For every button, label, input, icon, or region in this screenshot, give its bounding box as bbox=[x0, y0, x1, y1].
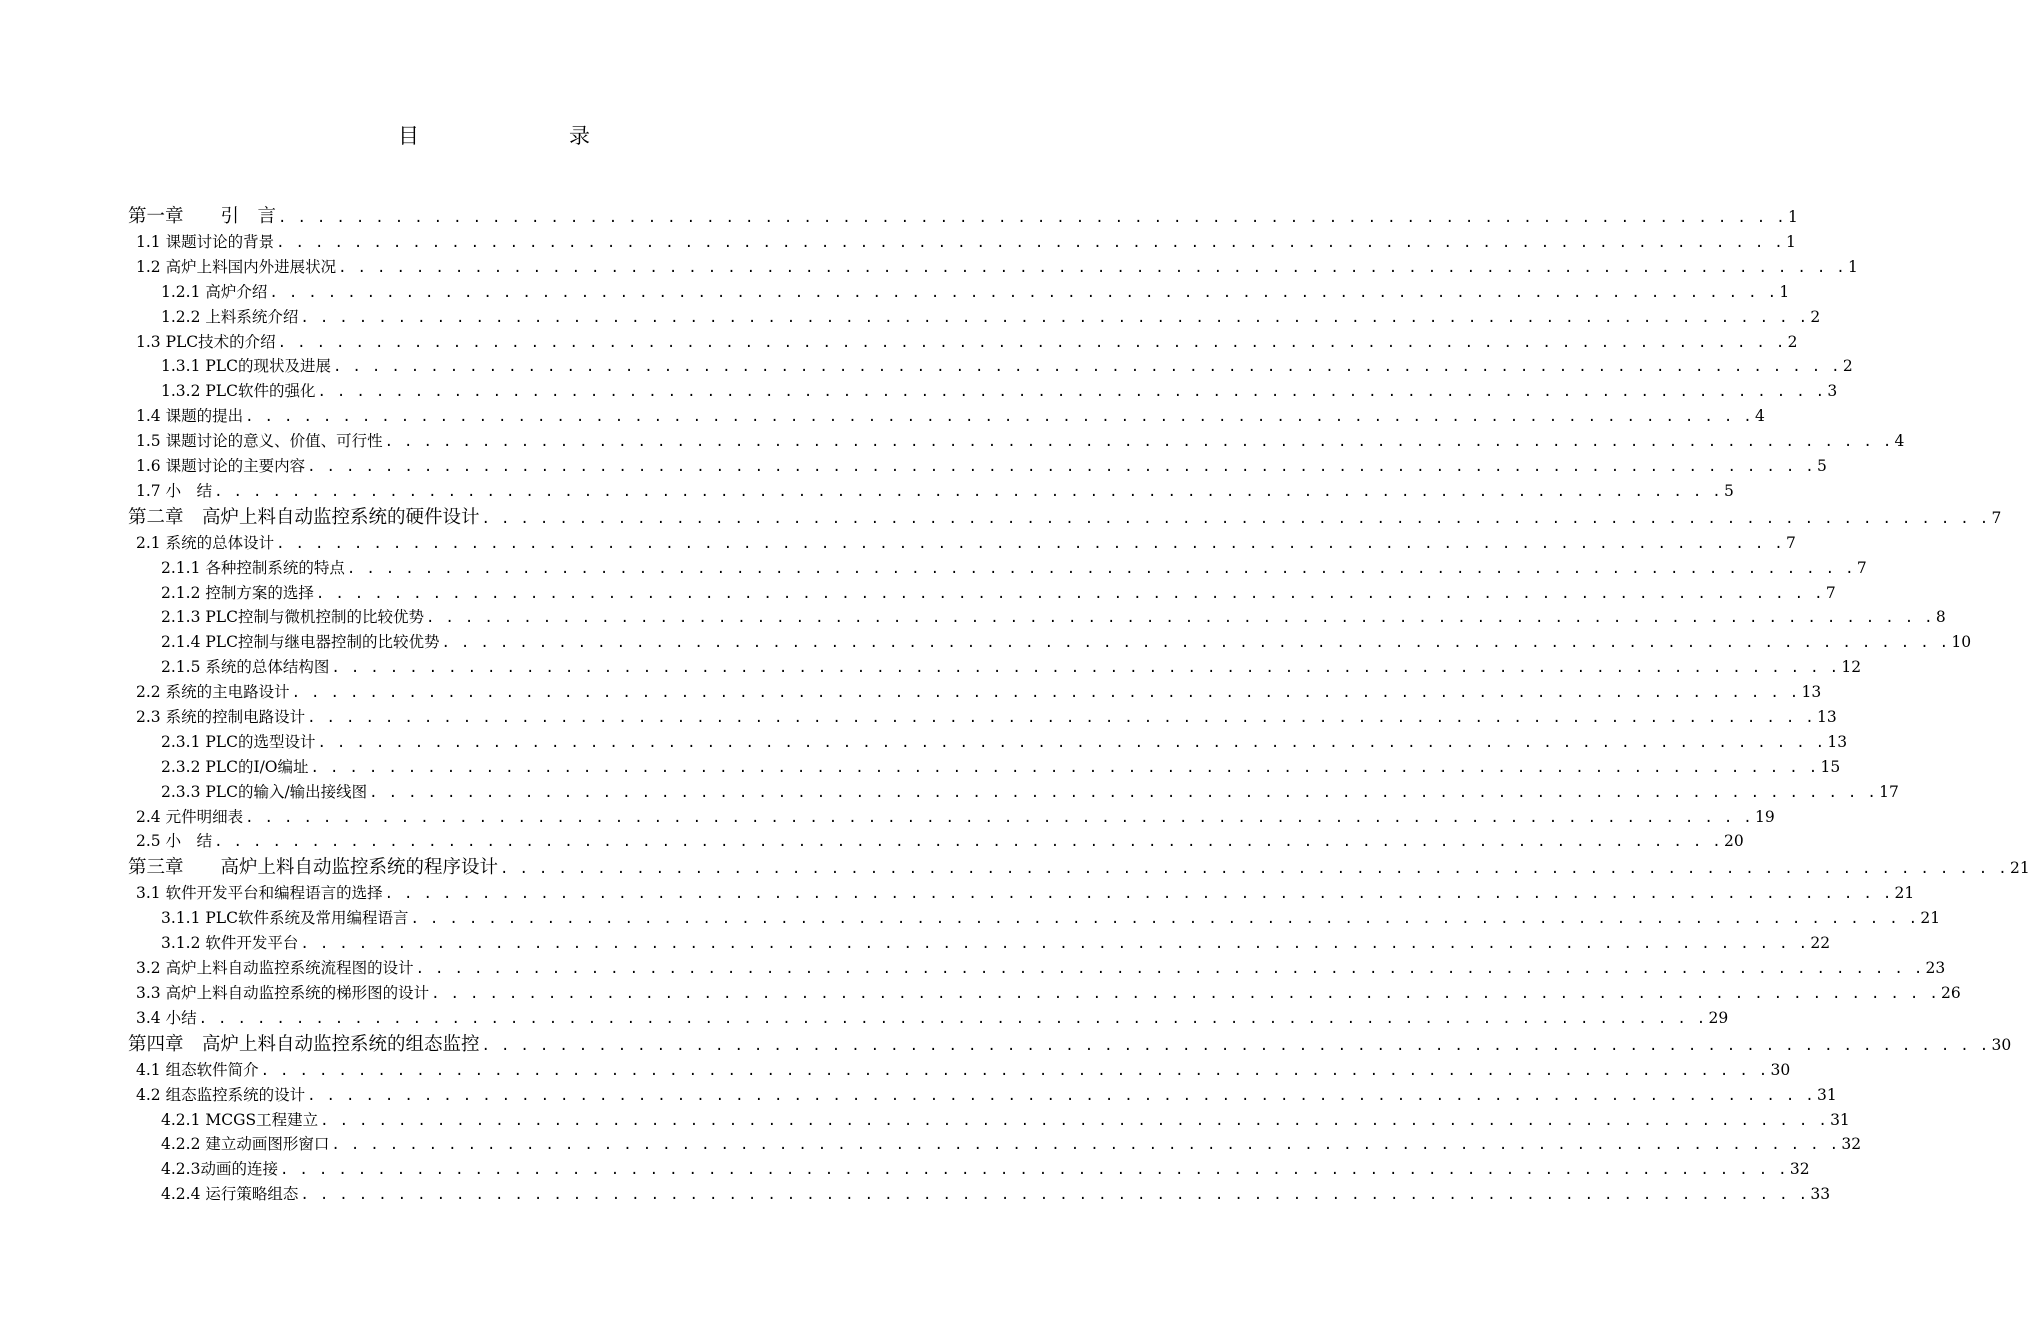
toc-entry-label: 2.3.2 PLC的I/O编址 bbox=[161, 757, 309, 776]
toc-section-entry[interactable] bbox=[128, 230, 1796, 255]
toc-page-number: 26 bbox=[1941, 983, 1961, 1002]
toc-page-number: 5 bbox=[1724, 481, 1734, 500]
toc-dot-leader: . . . . . . . . . . . . . . . . . . . . . . . . . . . . . . . . . . . . . . . . . . . . . . . . . . . . . . . . . . . . . . . . . . . . . . . . . . . . . . bbox=[245, 409, 1754, 426]
toc-dot-leader: . . . . . . . . . . . . . . . . . . . . . . . . . . . . . . . . . . . . . . . . . . . . . . . . . . . . . . . . . . . . . . . . . . . . . . . . . . . . . . bbox=[481, 510, 1990, 527]
toc-dot-leader: . . . . . . . . . . . . . . . . . . . . . . . . . . . . . . . . . . . . . . . . . . . . . . . . . . . . . . . . . . . . . . . . . . . . . . . . . . . . . . bbox=[269, 284, 1778, 301]
toc-dot-leader: . . . . . . . . . . . . . . . . . . . . . . . . . . . . . . . . . . . . . . . . . . . . . . . . . . . . . . . . . . . . . . . . . . . . . . . . . . . . . . bbox=[300, 936, 1809, 953]
toc-dot-leader: . . . . . . . . . . . . . . . . . . . . . . . . . . . . . . . . . . . . . . . . . . . . . . . . . . . . . . . . . . . . . . . . . . . . . . . . . . . . . . bbox=[310, 759, 1819, 776]
toc-section-entry[interactable] bbox=[128, 280, 1790, 305]
toc-dot-leader: . . . . . . . . . . . . . . . . . . . . . . . . . . . . . . . . . . . . . . . . . . . . . . . . . . . . . . . . . . . . . . . . . . . . . . . . . . . . . . bbox=[320, 1112, 1829, 1129]
toc-entry-label: 2.1.2 控制方案的选择 bbox=[161, 583, 314, 602]
toc-dot-leader: . . . . . . . . . . . . . . . . . . . . . . . . . . . . . . . . . . . . . . . . . . . . . . . . . . . . . . . . . . . . . . . . . . . . . . . . . . . . . . bbox=[317, 384, 1826, 401]
toc-chapter-entry[interactable] bbox=[128, 854, 2030, 881]
toc-page-number: 7 bbox=[1856, 558, 1867, 577]
toc-dot-leader: . . . . . . . . . . . . . . . . . . . . . . . . . . . . . . . . . . . . . . . . . . . . . . . . . . . . . . . . . . . . . . . . . . . . . . . . . . . . . . bbox=[332, 359, 1841, 376]
toc-section-entry[interactable] bbox=[128, 730, 1848, 755]
toc-page-number: 32 bbox=[1841, 1135, 1862, 1154]
toc-page-number: 30 bbox=[1991, 1035, 2012, 1054]
toc-entry-label: 2.3.3 PLC的输入/输出接线图 bbox=[161, 782, 368, 801]
toc-entry-label: 2.4 元件明细表 bbox=[136, 807, 244, 826]
toc-dot-leader: . . . . . . . . . . . . . . . . . . . . . . . . . . . . . . . . . . . . . . . . . . . . . . . . . . . . . . . . . . . . . . . . . . . . . . . . . . . . . . bbox=[260, 1062, 1769, 1079]
toc-page-number: 32 bbox=[1789, 1160, 1810, 1179]
toc-section-entry[interactable] bbox=[128, 981, 1961, 1006]
toc-page-number: 13 bbox=[1801, 683, 1822, 702]
toc-section-entry[interactable] bbox=[128, 1132, 1862, 1157]
toc-entry-label: 4.1 组态软件简介 bbox=[136, 1060, 259, 1079]
toc-page-number: 2 bbox=[1810, 307, 1821, 326]
toc-section-entry[interactable] bbox=[128, 429, 1905, 454]
toc-entry-label: 3.1 软件开发平台和编程语言的选择 bbox=[136, 884, 383, 903]
toc-dot-leader: . . . . . . . . . . . . . . . . . . . . . . . . . . . . . . . . . . . . . . . . . . . . . . . . . . . . . . . . . . . . . . . . . . . . . . . . . . . . . . bbox=[279, 1162, 1788, 1179]
toc-dot-leader: . . . . . . . . . . . . . . . . . . . . . . . . . . . . . . . . . . . . . . . . . . . . . . . . . . . . . . . . . . . . . . . . . . . . . . . . . . . . . . bbox=[291, 685, 1800, 702]
toc-chapter-entry[interactable] bbox=[128, 1031, 2012, 1058]
toc-page-number: 20 bbox=[1724, 832, 1744, 851]
toc-page-number: 31 bbox=[1817, 1085, 1837, 1104]
toc-section-entry[interactable] bbox=[128, 354, 1853, 379]
toc-section-entry[interactable] bbox=[128, 404, 1765, 429]
toc-page-number: 22 bbox=[1810, 934, 1831, 953]
toc-entry-label: 4.2.1 MCGS工程建立 bbox=[161, 1110, 319, 1129]
toc-page-number: 12 bbox=[1841, 658, 1862, 677]
toc-entry-label: 2.1.3 PLC控制与微机控制的比较优势 bbox=[161, 608, 424, 627]
toc-dot-leader: . . . . . . . . . . . . . . . . . . . . . . . . . . . . . . . . . . . . . . . . . . . . . . . . . . . . . . . . . . . . . . . . . . . . . . . . . . . . . . bbox=[307, 459, 1816, 476]
toc-section-entry[interactable] bbox=[128, 305, 1821, 330]
toc-section-entry[interactable] bbox=[128, 956, 1946, 981]
toc-section-entry[interactable] bbox=[128, 931, 1831, 956]
toc-section-entry[interactable] bbox=[128, 1157, 1810, 1182]
toc-dot-leader: . . . . . . . . . . . . . . . . . . . . . . . . . . . . . . . . . . . . . . . . . . . . . . . . . . . . . . . . . . . . . . . . . . . . . . . . . . . . . . bbox=[315, 585, 1824, 602]
toc-page-number: 13 bbox=[1817, 708, 1837, 727]
toc-section-entry[interactable] bbox=[128, 1006, 1729, 1031]
toc-section-entry[interactable] bbox=[128, 829, 1744, 854]
toc-entry-label: 2.1 系统的总体设计 bbox=[136, 533, 275, 552]
toc-dot-leader: . . . . . . . . . . . . . . . . . . . . . . . . . . . . . . . . . . . . . . . . . . . . . . . . . . . . . . . . . . . . . . . . . . . . . . . . . . . . . . bbox=[214, 834, 1723, 851]
toc-dot-leader: . . . . . . . . . . . . . . . . . . . . . . . . . . . . . . . . . . . . . . . . . . . . . . . . . . . . . . . . . . . . . . . . . . . . . . . . . . . . . . bbox=[500, 861, 2008, 878]
toc-dot-leader: . . . . . . . . . . . . . . . . . . . . . . . . . . . . . . . . . . . . . . . . . . . . . . . . . . . . . . . . . . . . . . . . . . . . . . . . . . . . . . bbox=[307, 1087, 1816, 1104]
toc-entry-label: 3.3 高炉上料自动监控系统的梯形图的设计 bbox=[136, 983, 430, 1002]
toc-page-number: 4 bbox=[1755, 407, 1765, 426]
toc-dot-leader: . . . . . . . . . . . . . . . . . . . . . . . . . . . . . . . . . . . . . . . . . . . . . . . . . . . . . . . . . . . . . . . . . . . . . . . . . . . . . . bbox=[410, 911, 1919, 928]
toc-entry-label: 3.4 小结 bbox=[136, 1008, 197, 1027]
toc-entry-label: 3.1.1 PLC软件系统及常用编程语言 bbox=[161, 909, 409, 928]
toc-page-number: 31 bbox=[1830, 1110, 1850, 1129]
toc-page-number: 7 bbox=[1786, 533, 1796, 552]
toc-page-number: 19 bbox=[1755, 807, 1775, 826]
toc-section-entry[interactable] bbox=[128, 531, 1796, 556]
toc-page-number: 2 bbox=[1842, 357, 1853, 376]
toc-dot-leader: . . . . . . . . . . . . . . . . . . . . . . . . . . . . . . . . . . . . . . . . . . . . . . . . . . . . . . . . . . . . . . . . . . . . . . . . . . . . . . bbox=[431, 985, 1940, 1002]
toc-section-entry[interactable] bbox=[128, 805, 1775, 830]
toc-section-entry[interactable] bbox=[128, 1108, 1850, 1133]
toc-entry-label: 2.3.1 PLC的选型设计 bbox=[161, 732, 316, 751]
toc-entry-label: 1.3.2 PLC软件的强化 bbox=[161, 382, 316, 401]
toc-entry-label: 2.1.5 系统的总体结构图 bbox=[161, 658, 330, 677]
toc-entry-label: 1.3 PLC技术的介绍 bbox=[136, 332, 276, 351]
toc-dot-leader: . . . . . . . . . . . . . . . . . . . . . . . . . . . . . . . . . . . . . . . . . . . . . . . . . . . . . . . . . . . . . . . . . . . . . . . . . . . . . . bbox=[300, 309, 1809, 326]
toc-entry-label: 2.1.4 PLC控制与继电器控制的比较优势 bbox=[161, 633, 440, 652]
toc-entry-label: 2.1.1 各种控制系统的特点 bbox=[161, 558, 345, 577]
toc-dot-leader: . . . . . . . . . . . . . . . . . . . . . . . . . . . . . . . . . . . . . . . . . . . . . . . . . . . . . . . . . . . . . . . . . . . . . . . . . . . . . . bbox=[317, 734, 1826, 751]
toc-dot-leader: . . . . . . . . . . . . . . . . . . . . . . . . . . . . . . . . . . . . . . . . . . . . . . . . . . . . . . . . . . . . . . . . . . . . . . . . . . . . . . bbox=[278, 210, 1786, 226]
toc-page-number: 30 bbox=[1770, 1060, 1791, 1079]
toc-dot-leader: . . . . . . . . . . . . . . . . . . . . . . . . . . . . . . . . . . . . . . . . . . . . . . . . . . . . . . . . . . . . . . . . . . . . . . . . . . . . . . bbox=[214, 483, 1723, 500]
toc-entry-label: 1.6 课题讨论的主要内容 bbox=[136, 457, 306, 476]
toc-entry-label: 3.2 高炉上料自动监控系统流程图的设计 bbox=[136, 959, 414, 978]
toc-page-number: 1 bbox=[1787, 208, 1798, 226]
toc-dot-leader: . . . . . . . . . . . . . . . . . . . . . . . . . . . . . . . . . . . . . . . . . . . . . . . . . . . . . . . . . . . . . . . . . . . . . . . . . . . . . . bbox=[331, 1137, 1840, 1154]
toc-dot-leader: . . . . . . . . . . . . . . . . . . . . . . . . . . . . . . . . . . . . . . . . . . . . . . . . . . . . . . . . . . . . . . . . . . . . . . . . . . . . . . bbox=[198, 1010, 1707, 1027]
toc-section-entry[interactable] bbox=[128, 605, 1946, 630]
toc-entry-label: 2.5 小 结 bbox=[136, 832, 213, 851]
toc-page-number: 4 bbox=[1894, 432, 1905, 451]
toc-dot-leader: . . . . . . . . . . . . . . . . . . . . . . . . . . . . . . . . . . . . . . . . . . . . . . . . . . . . . . . . . . . . . . . . . . . . . . . . . . . . . . bbox=[346, 560, 1855, 577]
toc-page-number: 13 bbox=[1827, 732, 1848, 751]
toc-entry-label: 第三章 高炉上料自动监控系统的程序设计 bbox=[128, 857, 499, 879]
toc-section-entry[interactable] bbox=[128, 255, 1858, 280]
toc-dot-leader: . . . . . . . . . . . . . . . . . . . . . . . . . . . . . . . . . . . . . . . . . . . . . . . . . . . . . . . . . . . . . . . . . . . . . . . . . . . . . . bbox=[300, 1187, 1809, 1204]
toc-entry-label: 2.2 系统的主电路设计 bbox=[136, 683, 290, 702]
toc-entry-label: 3.1.2 软件开发平台 bbox=[161, 934, 299, 953]
page-title: 目 录 bbox=[398, 124, 626, 148]
toc-entry-label: 4.2.3动画的连接 bbox=[161, 1160, 278, 1179]
toc-dot-leader: . . . . . . . . . . . . . . . . . . . . . . . . . . . . . . . . . . . . . . . . . . . . . . . . . . . . . . . . . . . . . . . . . . . . . . . . . . . . . . bbox=[307, 710, 1816, 727]
toc-dot-leader: . . . . . . . . . . . . . . . . . . . . . . . . . . . . . . . . . . . . . . . . . . . . . . . . . . . . . . . . . . . . . . . . . . . . . . . . . . . . . . bbox=[425, 610, 1934, 627]
toc-page-number: 21 bbox=[1920, 909, 1941, 928]
toc-page-number: 7 bbox=[1991, 508, 2002, 527]
toc-section-entry[interactable] bbox=[128, 1058, 1791, 1083]
toc-section-entry[interactable] bbox=[128, 556, 1867, 581]
toc-section-entry[interactable] bbox=[128, 330, 1798, 355]
toc-entry-label: 2.3 系统的控制电路设计 bbox=[136, 708, 306, 727]
toc-page-number: 3 bbox=[1827, 382, 1838, 401]
toc-page-number: 10 bbox=[1951, 633, 1972, 652]
toc-page-number: 1 bbox=[1779, 282, 1790, 301]
toc-page-number: 33 bbox=[1810, 1185, 1831, 1204]
toc-entry-label: 4.2 组态监控系统的设计 bbox=[136, 1085, 306, 1104]
toc-entry-label: 第四章 高炉上料自动监控系统的组态监控 bbox=[128, 1033, 480, 1055]
toc-entry-label: 1.2.2 上料系统介绍 bbox=[161, 307, 299, 326]
toc-section-entry[interactable] bbox=[128, 379, 1838, 404]
toc-section-entry[interactable] bbox=[128, 1182, 1831, 1207]
toc-page-number: 29 bbox=[1708, 1008, 1729, 1027]
toc-dot-leader: . . . . . . . . . . . . . . . . . . . . . . . . . . . . . . . . . . . . . . . . . . . . . . . . . . . . . . . . . . . . . . . . . . . . . . . . . . . . . . bbox=[277, 334, 1786, 351]
toc-section-entry[interactable] bbox=[128, 780, 1899, 805]
toc-dot-leader: . . . . . . . . . . . . . . . . . . . . . . . . . . . . . . . . . . . . . . . . . . . . . . . . . . . . . . . . . . . . . . . . . . . . . . . . . . . . . . bbox=[331, 660, 1840, 677]
toc-dot-leader: . . . . . . . . . . . . . . . . . . . . . . . . . . . . . . . . . . . . . . . . . . . . . . . . . . . . . . . . . . . . . . . . . . . . . . . . . . . . . . bbox=[384, 886, 1893, 903]
toc-dot-leader: . . . . . . . . . . . . . . . . . . . . . . . . . . . . . . . . . . . . . . . . . . . . . . . . . . . . . . . . . . . . . . . . . . . . . . . . . . . . . . bbox=[338, 259, 1847, 276]
toc-section-entry[interactable] bbox=[128, 454, 1827, 479]
toc-dot-leader: . . . . . . . . . . . . . . . . . . . . . . . . . . . . . . . . . . . . . . . . . . . . . . . . . . . . . . . . . . . . . . . . . . . . . . . . . . . . . . bbox=[415, 961, 1924, 978]
toc-page-number: 21 bbox=[1894, 884, 1915, 903]
toc-page-number: 8 bbox=[1935, 608, 1946, 627]
table-of-contents bbox=[128, 203, 2030, 1207]
toc-entry-label: 第二章 高炉上料自动监控系统的硬件设计 bbox=[128, 506, 480, 528]
toc-entry-label: 1.3.1 PLC的现状及进展 bbox=[161, 357, 331, 376]
toc-entry-label: 1.2.1 高炉介绍 bbox=[161, 282, 268, 301]
toc-chapter-entry[interactable] bbox=[128, 504, 2002, 531]
toc-chapter-entry[interactable] bbox=[128, 203, 1798, 230]
toc-page-number: 1 bbox=[1848, 257, 1858, 276]
toc-entry-label: 第一章 引 言 bbox=[128, 206, 277, 227]
toc-entry-label: 1.2 高炉上料国内外进展状况 bbox=[136, 257, 337, 276]
toc-section-entry[interactable] bbox=[128, 581, 1836, 606]
toc-dot-leader: . . . . . . . . . . . . . . . . . . . . . . . . . . . . . . . . . . . . . . . . . . . . . . . . . . . . . . . . . . . . . . . . . . . . . . . . . . . . . . bbox=[441, 635, 1950, 652]
toc-entry-label: 1.4 课题的提出 bbox=[136, 407, 244, 426]
toc-dot-leader: . . . . . . . . . . . . . . . . . . . . . . . . . . . . . . . . . . . . . . . . . . . . . . . . . . . . . . . . . . . . . . . . . . . . . . . . . . . . . . bbox=[481, 1037, 1990, 1054]
toc-section-entry[interactable] bbox=[128, 479, 1734, 504]
toc-page-number: 5 bbox=[1817, 457, 1827, 476]
toc-dot-leader: . . . . . . . . . . . . . . . . . . . . . . . . . . . . . . . . . . . . . . . . . . . . . . . . . . . . . . . . . . . . . . . . . . . . . . . . . . . . . . bbox=[245, 809, 1754, 826]
toc-page-number: 1 bbox=[1786, 233, 1796, 251]
toc-entry-label: 1.5 课题讨论的意义、价值、可行性 bbox=[136, 432, 383, 451]
toc-page-number: 15 bbox=[1820, 757, 1841, 776]
toc-section-entry[interactable] bbox=[128, 630, 1972, 655]
toc-entry-label: 1.1 课题讨论的背景 bbox=[136, 233, 275, 251]
toc-dot-leader: . . . . . . . . . . . . . . . . . . . . . . . . . . . . . . . . . . . . . . . . . . . . . . . . . . . . . . . . . . . . . . . . . . . . . . . . . . . . . . bbox=[276, 235, 1785, 251]
toc-section-entry[interactable] bbox=[128, 680, 1822, 705]
toc-section-entry[interactable] bbox=[128, 1083, 1837, 1108]
toc-section-entry[interactable] bbox=[128, 906, 1941, 931]
toc-page-number: 23 bbox=[1925, 959, 1946, 978]
toc-section-entry[interactable] bbox=[128, 755, 1841, 780]
toc-page-number: 17 bbox=[1879, 782, 1899, 801]
toc-section-entry[interactable] bbox=[128, 881, 1915, 906]
toc-dot-leader: . . . . . . . . . . . . . . . . . . . . . . . . . . . . . . . . . . . . . . . . . . . . . . . . . . . . . . . . . . . . . . . . . . . . . . . . . . . . . . bbox=[384, 434, 1893, 451]
toc-dot-leader: . . . . . . . . . . . . . . . . . . . . . . . . . . . . . . . . . . . . . . . . . . . . . . . . . . . . . . . . . . . . . . . . . . . . . . . . . . . . . . bbox=[369, 784, 1878, 801]
toc-entry-label: 4.2.2 建立动画图形窗口 bbox=[161, 1135, 330, 1154]
toc-page-number: 21 bbox=[2009, 859, 2030, 878]
toc-entry-label: 4.2.4 运行策略组态 bbox=[161, 1185, 299, 1204]
toc-section-entry[interactable] bbox=[128, 705, 1837, 730]
toc-page-number: 2 bbox=[1787, 332, 1798, 351]
toc-page-number: 7 bbox=[1825, 583, 1836, 602]
toc-section-entry[interactable] bbox=[128, 655, 1862, 680]
toc-entry-label: 1.7 小 结 bbox=[136, 481, 213, 500]
toc-dot-leader: . . . . . . . . . . . . . . . . . . . . . . . . . . . . . . . . . . . . . . . . . . . . . . . . . . . . . . . . . . . . . . . . . . . . . . . . . . . . . . bbox=[276, 535, 1785, 552]
